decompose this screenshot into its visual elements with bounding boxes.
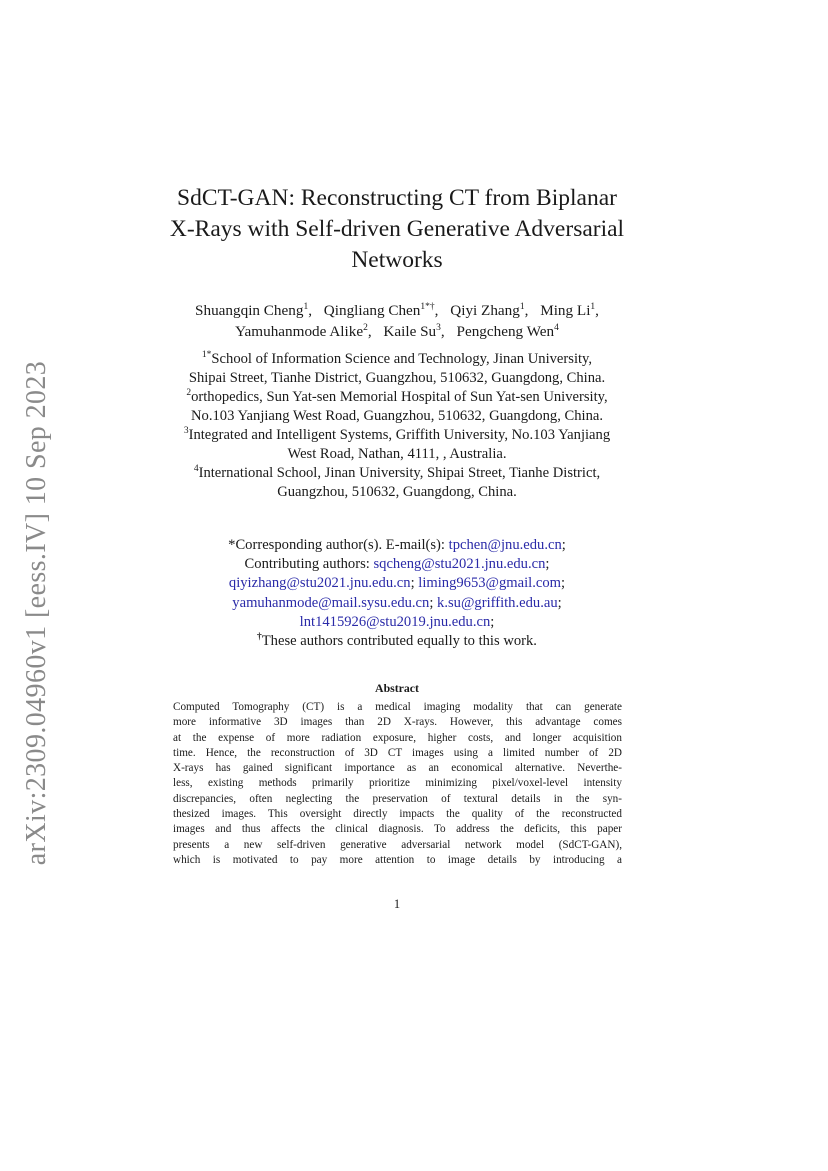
affiliation-text: School of Information Science and Technology, Jinan University, xyxy=(211,351,593,367)
author-affiliation-marker: 1 xyxy=(303,302,309,312)
author-affiliation-marker: 1 xyxy=(519,302,525,312)
title-line: SdCT-GAN: Reconstructing CT from Biplanar xyxy=(177,185,617,211)
author-line xyxy=(0,321,794,342)
email-link[interactable]: lnt1415926@stu2019.jnu.edu.cn xyxy=(299,613,491,630)
title-line: X-Rays with Self-driven Generative Adversarial xyxy=(169,216,625,242)
author-name: Ming Li xyxy=(540,302,591,319)
email-link[interactable]: k.su@griffith.edu.au xyxy=(437,594,558,611)
corresponding-author-label: *Corresponding author(s). E-mail(s): xyxy=(228,537,445,553)
affiliation-text: Integrated and Intelligent Systems, Griffith University, No.103 Yanjiang xyxy=(188,427,611,443)
abstract-line: time. Hence, the reconstruction of 3D CT images using a limited number of 2D xyxy=(173,746,622,759)
affiliation-text: orthopedics, Sun Yat-sen Memorial Hospital of Sun Yat-sen University, xyxy=(191,389,608,405)
affiliation-line: No.103 Yanjiang West Road, Guangzhou, 510632, Guangdong, China. xyxy=(190,408,603,424)
affiliation-marker: 3 xyxy=(183,426,189,436)
author: Yamuhanmode Alike$^2$, xyxy=(235,323,372,340)
author-name: Qingliang Chen xyxy=(323,302,421,319)
author-affiliation-marker: 1*† xyxy=(420,302,435,312)
equal-contribution-text: These authors contributed equally to this work. xyxy=(261,633,537,650)
affiliation-line xyxy=(0,388,794,407)
abstract-body xyxy=(173,700,622,868)
author-name: Shuangqin Cheng xyxy=(195,302,304,319)
abstract-line: presents a new self-driven generative adversarial network model (SdCT-GAN), xyxy=(173,838,622,851)
abstract-line: discrepancies, often neglecting the preservation of textural details in the syn- xyxy=(173,792,622,805)
email-line: lnt1415926@stu2019.jnu.edu.cn; xyxy=(299,613,495,630)
author-affiliation-marker: 3 xyxy=(436,323,441,333)
paper-title xyxy=(0,183,794,276)
affiliation-marker: 1* xyxy=(201,350,212,360)
affiliation-line: Guangzhou, 510632, Guangdong, China. xyxy=(277,484,517,500)
email-link[interactable]: qiyizhang@stu2021.jnu.edu.cn xyxy=(228,575,411,592)
author-name: Qiyi Zhang xyxy=(450,302,520,319)
abstract-heading: Abstract xyxy=(375,681,419,695)
email-line: yamuhanmode@mail.sysu.edu.cn; k.su@griffith.edu.au; xyxy=(232,594,562,611)
contributing-authors-label: Contributing authors: xyxy=(244,556,370,573)
author: Ming Li$^1$, xyxy=(540,302,599,319)
email-link[interactable]: sqcheng@stu2021.jnu.edu.cn xyxy=(373,556,546,573)
author-list xyxy=(0,300,794,342)
abstract-line: less, existing methods primarily prioritize minimizing pixel/voxel-level intensity xyxy=(173,777,622,790)
affiliation-line xyxy=(0,464,794,483)
contributing-authors-line: Contributing authors: sqcheng@stu2021.jnu.edu.cn; xyxy=(244,556,550,573)
affiliation-line: West Road, Nathan, 4111, , Australia. xyxy=(287,446,507,462)
corresponding-author-line: *Corresponding author(s). E-mail(s): tpchen@jnu.edu.cn; xyxy=(228,537,566,553)
abstract-line: which is motivated to pay more attention to image details by introducing a xyxy=(173,853,622,866)
affiliation-marker: 4 xyxy=(193,464,199,474)
author-affiliation-marker: 4 xyxy=(554,323,559,333)
author-affiliation-marker: 1 xyxy=(590,302,596,312)
equal-contribution-note xyxy=(0,632,794,651)
author-affiliation-marker: 2 xyxy=(363,323,368,333)
affiliation-marker: 2 xyxy=(186,388,192,398)
email-link[interactable]: yamuhanmode@mail.sysu.edu.cn xyxy=(232,594,430,611)
arxiv-identifier-text: arXiv:2309.04960v1 [eess.IV] 10 Sep 2023 xyxy=(21,360,52,866)
abstract-line: at the expense of more radiation exposure, higher costs, and longer acquisition xyxy=(173,731,622,744)
affiliation-line xyxy=(0,426,794,445)
author-name: Yamuhanmode Alike xyxy=(235,323,364,340)
affiliation-list xyxy=(0,350,794,502)
abstract-line: Computed Tomography (CT) is a medical imaging modality that can generate xyxy=(173,701,622,713)
author-name: Pengcheng Wen xyxy=(456,323,555,340)
author-name: Kaile Su xyxy=(383,323,437,340)
author: Qiyi Zhang$^1$, xyxy=(450,302,529,319)
abstract-line: X-rays has gained significant importance as an economical alternative. Neverthe- xyxy=(173,762,622,775)
email-link[interactable]: tpchen@jnu.edu.cn xyxy=(448,537,562,553)
author: Qingliang Chen$^{1*\dagger}$, xyxy=(323,302,439,319)
email-line: qiyizhang@stu2021.jnu.edu.cn; liming9653@gmail.com; xyxy=(228,575,566,592)
abstract-line: more informative 3D images than 2D X-rays. However, this advantage comes xyxy=(173,716,622,729)
author xyxy=(457,323,559,340)
affiliation-line xyxy=(0,350,794,369)
affiliation-line: Shipai Street, Tianhe District, Guangzhou, 510632, Guangdong, China. xyxy=(188,370,606,386)
abstract-line: thesized images. This oversight directly impacts the quality of the reconstructed xyxy=(173,808,622,821)
contact-block xyxy=(0,536,794,651)
title-line: Networks xyxy=(351,247,443,273)
dagger-marker: † xyxy=(257,632,262,643)
affiliation-text: International School, Jinan University, Shipai Street, Tianhe District, xyxy=(198,465,601,481)
author: Shuangqin Cheng$^1$, xyxy=(195,302,312,319)
email-link[interactable]: liming9653@gmail.com xyxy=(418,575,562,592)
author: Kaile Su$^3$, xyxy=(383,323,445,340)
author-line xyxy=(0,300,794,321)
page-number: 1 xyxy=(393,897,401,911)
abstract-line: images and thus affects the clinical diagnosis. To address the deficits, this paper xyxy=(173,823,622,836)
